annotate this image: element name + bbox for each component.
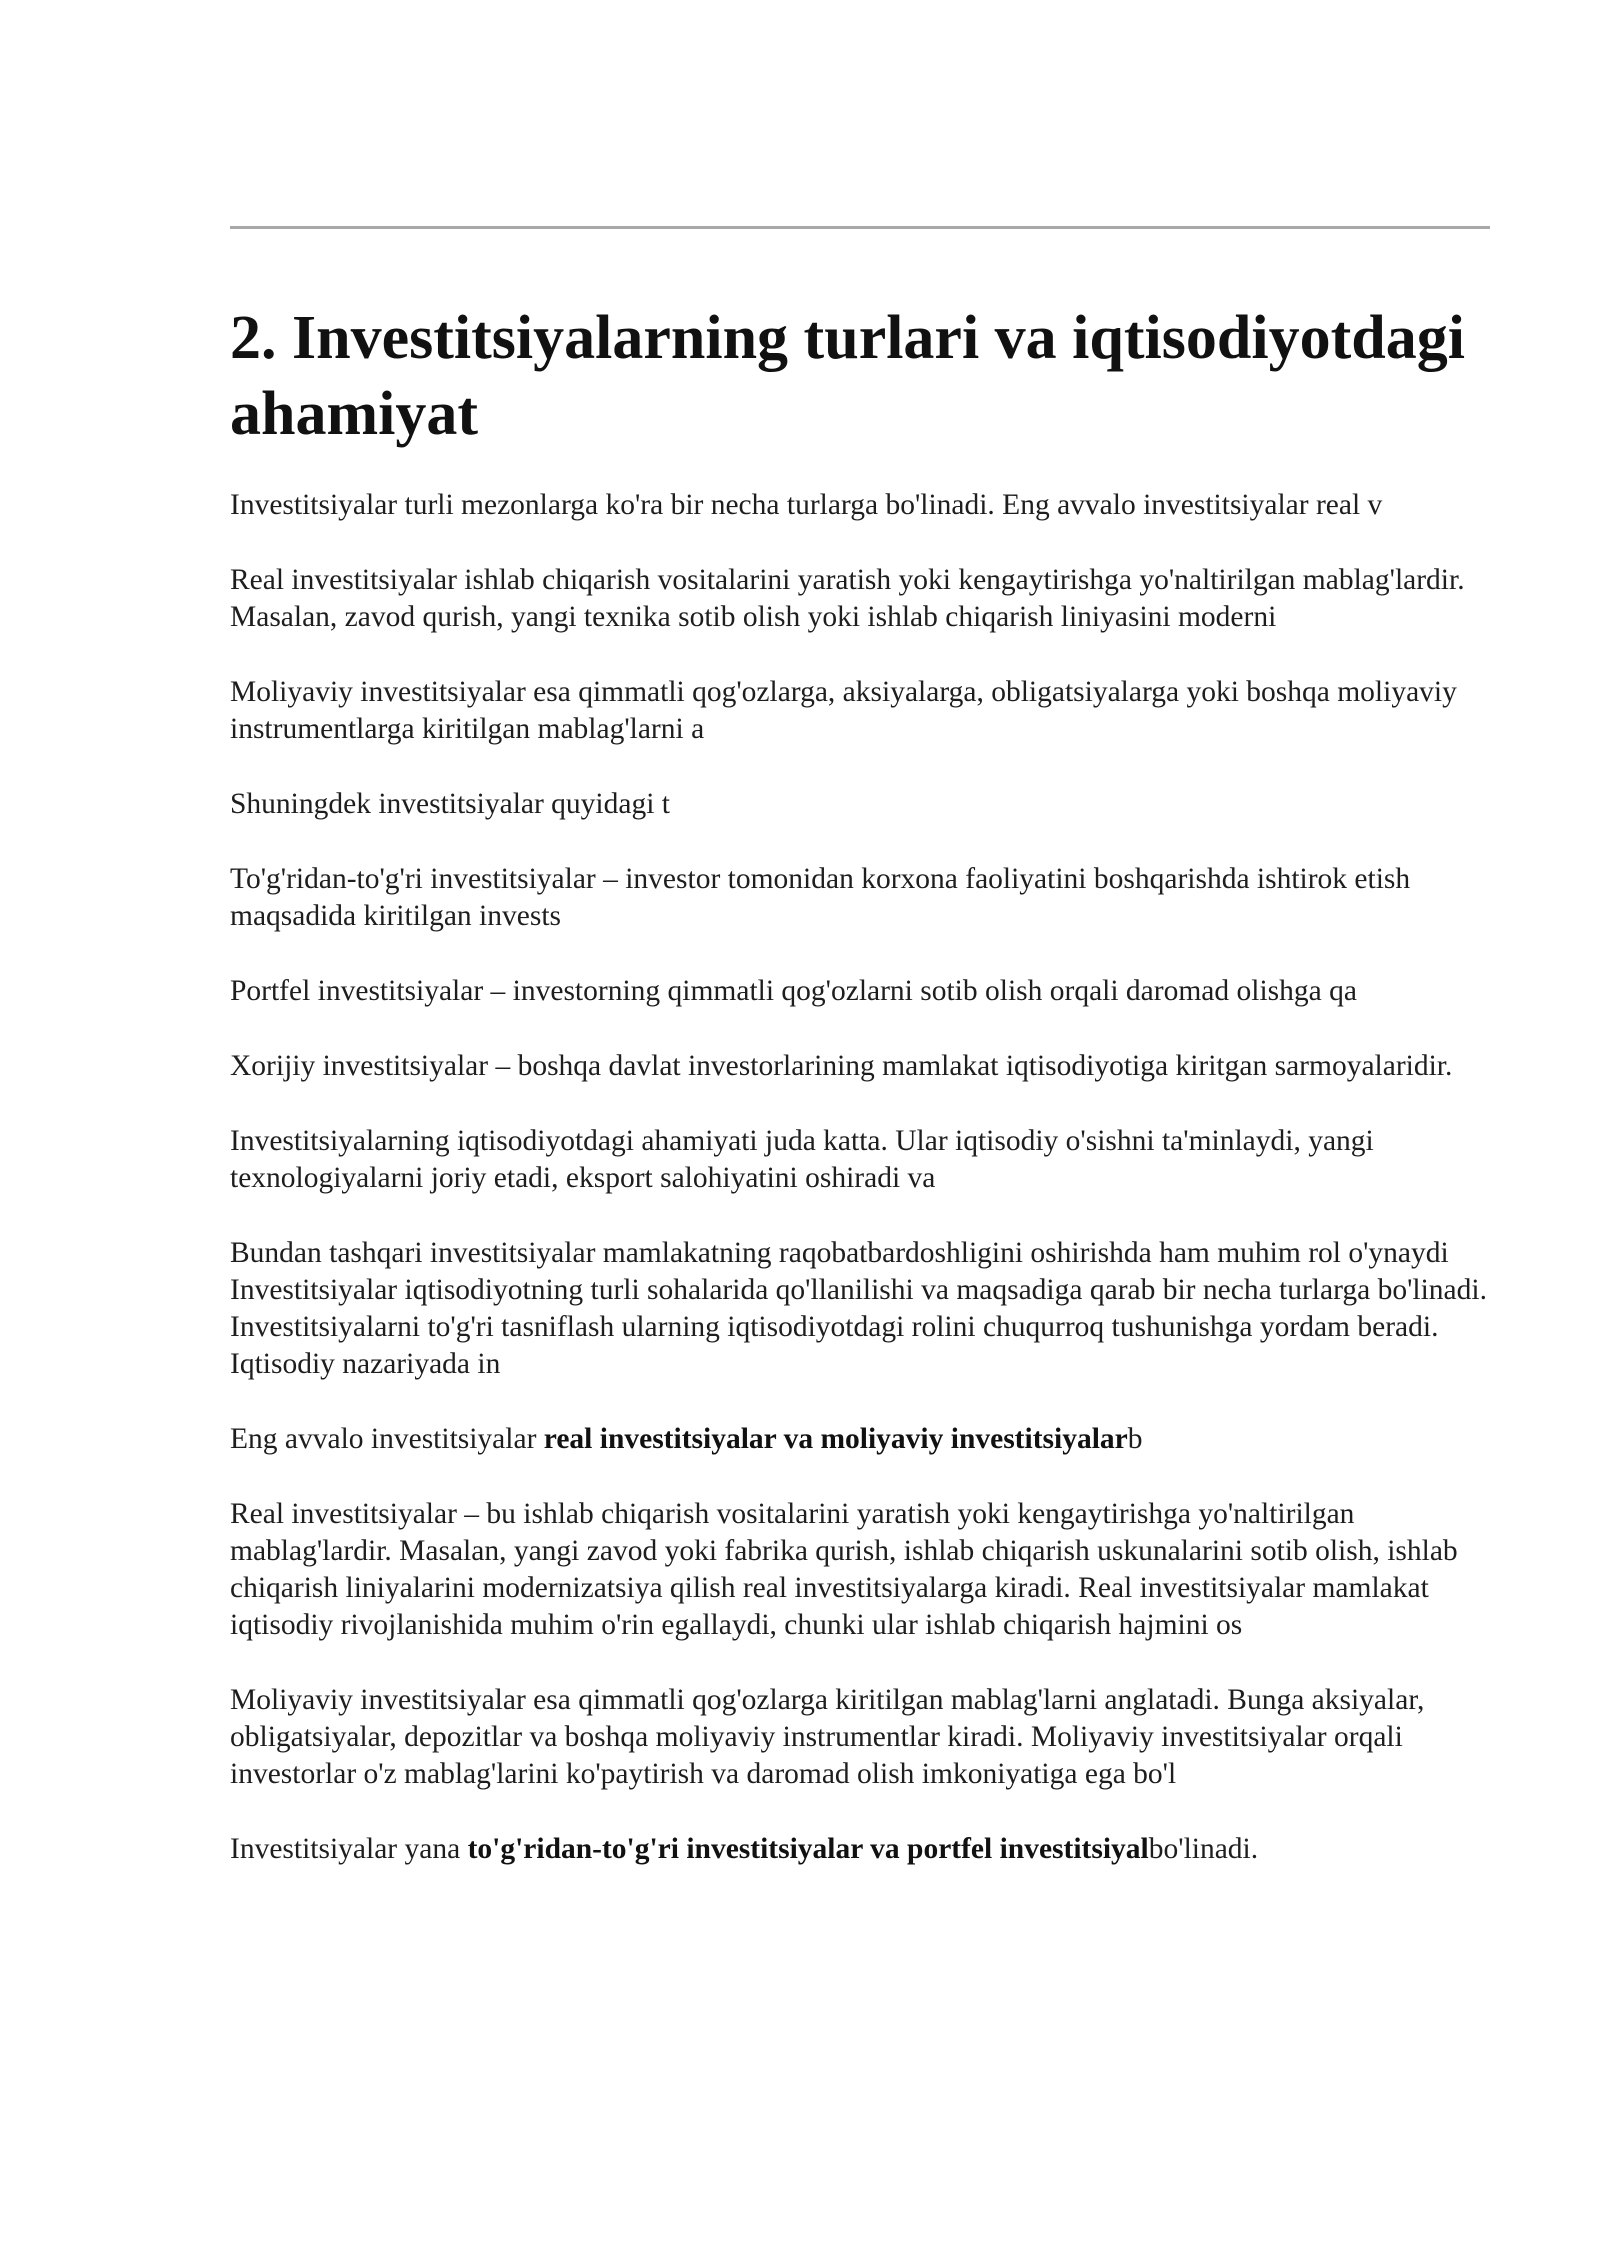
horizontal-rule [230,226,1490,229]
paragraph-importance: Investitsiyalarning iqtisodiyotdagi ahamiyati juda katta. Ular iqtisodiy o'sishni ta'minlaydi, yangi texnologiyalarni joriy etadi, eksport salohiyatini oshiradi va [230,1125,1374,1194]
bold-phrase: real investitsiyalar va moliyaviy investitsiyalar [543,1423,1128,1455]
paragraph-text: b [1127,1423,1143,1455]
paragraph-intro: Investitsiyalar turli mezonlarga ko'ra bir necha turlarga bo'linadi. Eng avvalo investitsiyalar real v [230,489,1383,521]
paragraph-text: bo'linadi. [1148,1833,1259,1865]
paragraph-text: Eng avvalo investitsiyalar [230,1423,544,1455]
paragraph-first-classification [230,1421,1490,1458]
paragraph-direct-investments: To'g'ridan-to'g'ri investitsiyalar – investor tomonidan korxona faoliyatini boshqarishda ishtirok etish maqsadida kiritilgan invests [230,863,1411,932]
bold-phrase: to'g'ridan-to'g'ri investitsiyalar va portfel investitsiyal [467,1833,1149,1865]
paragraph-text: Investitsiyalar yana [230,1833,468,1865]
paragraph-real-investments: Real investitsiyalar ishlab chiqarish vositalarini yaratish yoki kengaytirishga yo'naltirilgan mablag'lardir. Masalan, zavod qurish, yangi texnika sotib olish yoki ishlab chiqarish liniyasini moderni [230,564,1465,633]
page-title: 2. Investitsiyalarning turlari va iqtisodiyotdagi ahamiyat [230,304,1465,448]
paragraph-portfolio-investments: Portfel investitsiyalar – investorning qimmatli qog'ozlarni sotib olish orqali daromad olishga qa [230,975,1357,1007]
paragraph-financial-investments-detail: Moliyaviy investitsiyalar esa qimmatli qog'ozlarga kiritilgan mablag'larni anglatadi. Bunga aksiyalar, obligatsiyalar, depozitlar va boshqa moliyaviy instrumentlar kiradi. Moliyaviy investitsiyalar orqali investorlar o'z mablag'larini ko'paytirish va daromad olish imkoniyatiga ega bo'l [230,1684,1425,1790]
paragraph-financial-investments: Moliyaviy investitsiyalar esa qimmatli qog'ozlarga, aksiyalarga, obligatsiyalarga yoki boshqa moliyaviy instrumentlarga kiritilgan mablag'larni a [230,676,1457,745]
paragraph-real-investments-detail: Real investitsiyalar – bu ishlab chiqarish vositalarini yaratish yoki kengaytirishga yo'naltirilgan mablag'lardir. Masalan, yangi zavod yoki fabrika qurish, ishlab chiqarish uskunalarini sotib olish, ishlab chiqarish liniyalarini modernizatsiya qilish real investitsiyalarga kiradi. Real investitsiyalar mamlakat iqtisodiy rivojlanishida muhim o'rin egallaydi, chunki ular ishlab chiqarish hajmini os [230,1498,1458,1641]
document-body [230,487,1490,1906]
paragraph-competitiveness: Bundan tashqari investitsiyalar mamlakatning raqobatbardoshligini oshirishda ham muhim rol o'ynaydi Investitsiyalar iqtisodiyotning turli sohalarida qo'llanilishi va maqsadiga qarab bir necha turlarga bo'linadi. Investitsiyalarni to'g'ri tasniflash ularning iqtisodiyotdagi rolini chuqurroq tushunishga yordam beradi. Iqtisodiy nazariyada in [230,1237,1487,1380]
paragraph-second-classification [230,1831,1490,1868]
paragraph-foreign-investments: Xorijiy investitsiyalar – boshqa davlat investorlarining mamlakat iqtisodiyotiga kiritgan sarmoyalaridir. [230,1050,1453,1082]
paragraph-also-types: Shuningdek investitsiyalar quyidagi t [230,788,670,820]
